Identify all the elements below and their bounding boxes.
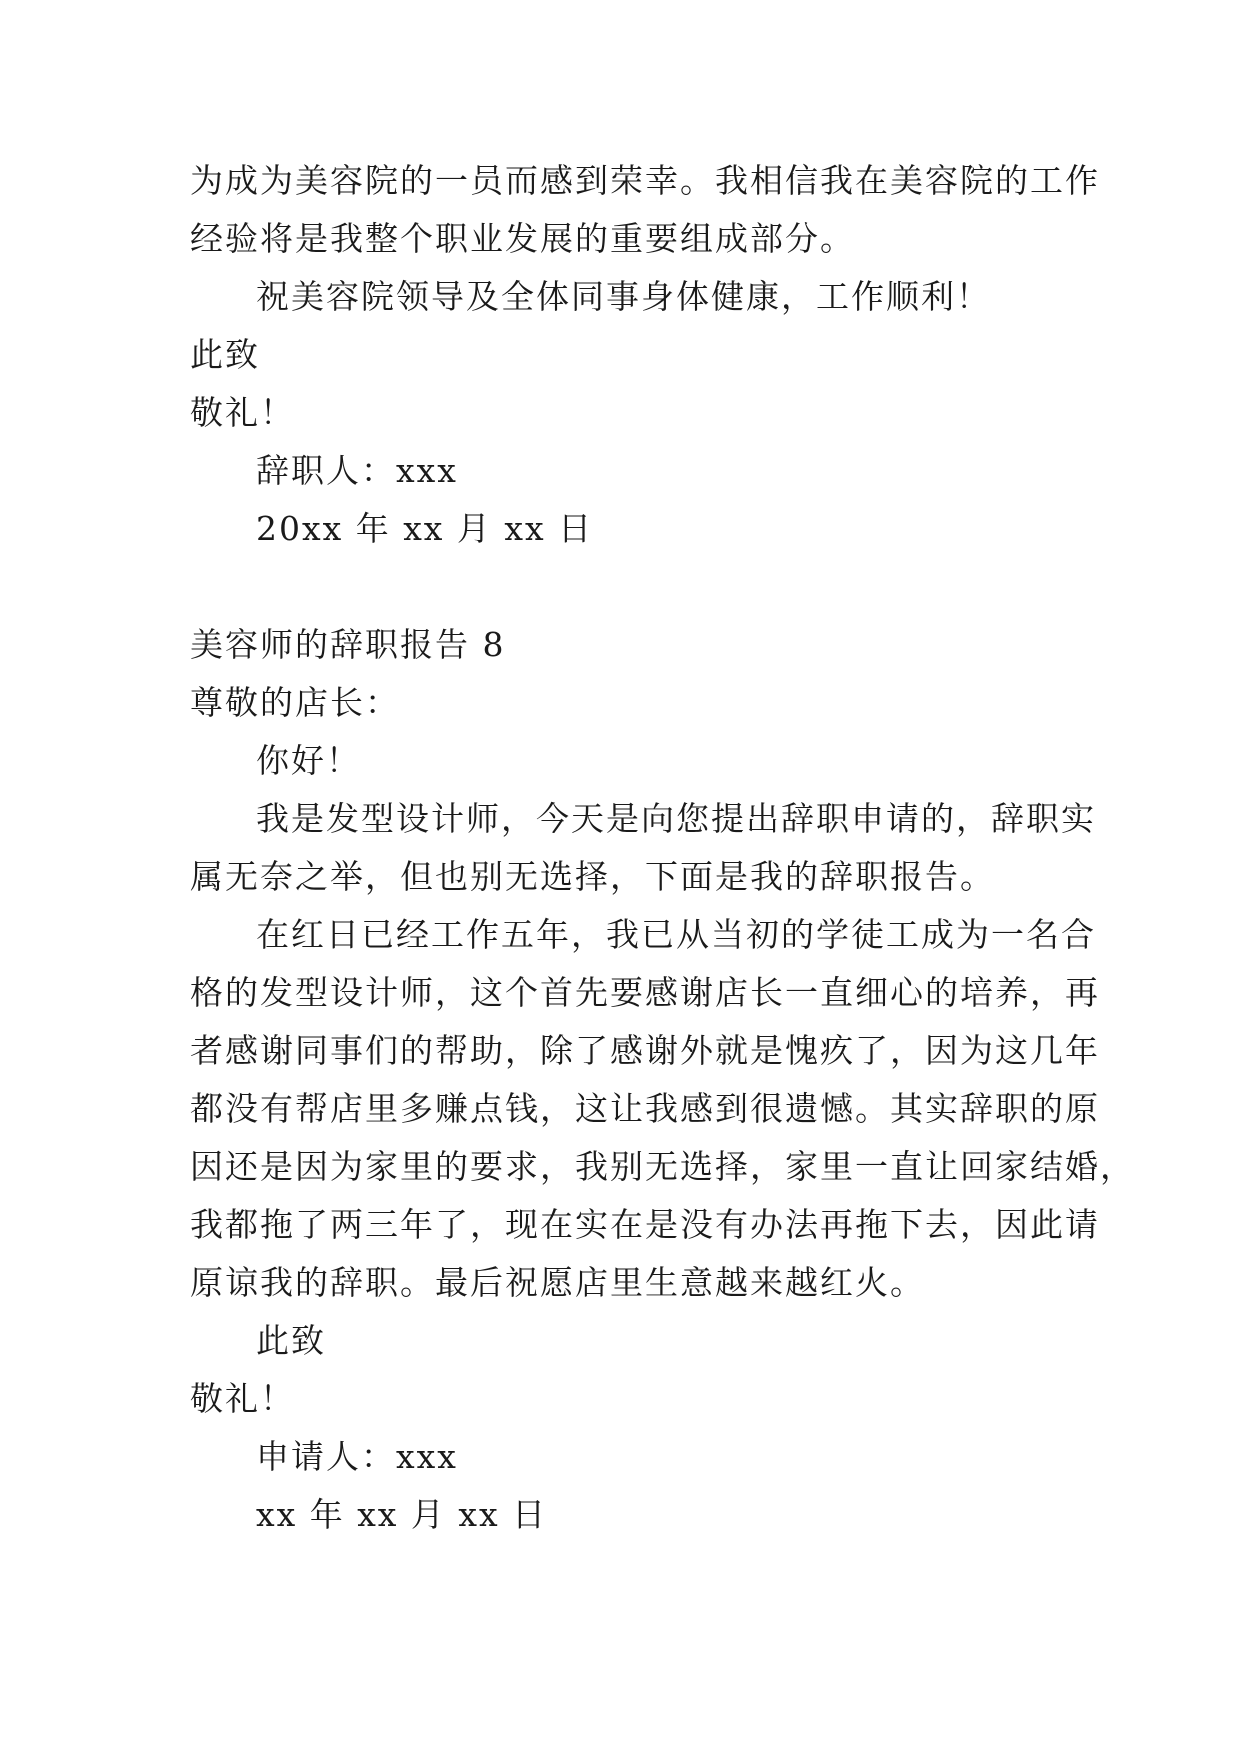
section8-para2-line-2: 格的发型设计师，这个首先要感谢店长一直细心的培养，再 [190,973,1100,1012]
prev-closing-1: 此致 [190,335,260,374]
prev-para1-line-1: 为成为美容院的一员而感到荣幸。我相信我在美容院的工作 [190,161,1100,200]
prev-date: 20xx 年 xx 月 xx 日 [256,509,594,548]
prev-para1-line-2: 经验将是我整个职业发展的重要组成部分。 [190,219,855,258]
section8-title: 美容师的辞职报告 8 [190,625,506,664]
section8-para2-line-1: 在红日已经工作五年，我已从当初的学徒工成为一名合 [256,915,1096,954]
section8-para2-line-3: 者感谢同事们的帮助，除了感谢外就是愧疚了，因为这几年 [190,1031,1100,1070]
section8-salutation: 尊敬的店长： [190,683,400,722]
section8-para2-line-6: 我都拖了两三年了，现在实在是没有办法再拖下去，因此请 [190,1205,1100,1244]
section8-para1-line-1: 我是发型设计师，今天是向您提出辞职申请的，辞职实 [256,799,1096,838]
section8-para2-line-5: 因还是因为家里的要求，我别无选择，家里一直让回家结婚， [190,1147,1135,1186]
section8-signer: 申请人：xxx [256,1437,458,1476]
prev-signer: 辞职人：xxx [256,451,458,490]
section8-para2-line-4: 都没有帮店里多赚点钱，这让我感到很遗憾。其实辞职的原 [190,1089,1100,1128]
section8-para2-line-7: 原谅我的辞职。最后祝愿店里生意越来越红火。 [190,1263,925,1302]
section-gap [190,558,1060,616]
section8-para1-line-2: 属无奈之举，但也别无选择，下面是我的辞职报告。 [190,857,995,896]
section8-date: xx 年 xx 月 xx 日 [256,1495,548,1534]
section8-closing-2: 敬礼！ [190,1379,295,1418]
prev-closing-2: 敬礼！ [190,393,295,432]
prev-wish: 祝美容院领导及全体同事身体健康，工作顺利！ [256,277,991,316]
section8-greeting: 你好！ [256,741,361,780]
section8-closing-1: 此致 [256,1321,326,1360]
document-body [190,152,1135,1544]
